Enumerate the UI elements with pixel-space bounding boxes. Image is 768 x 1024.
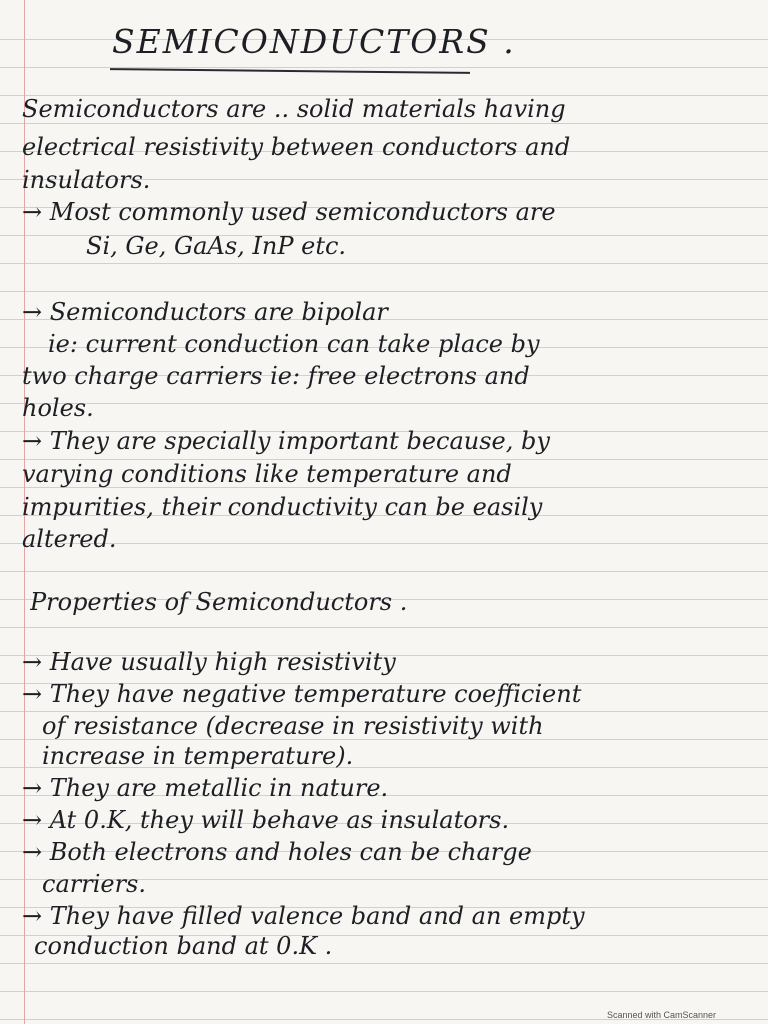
text-line: conduction band at 0.K . bbox=[34, 932, 333, 960]
text-line: ie: current conduction can take place by bbox=[48, 330, 540, 358]
text-line: → Both electrons and holes can be charge bbox=[22, 838, 532, 866]
text-line: holes. bbox=[22, 394, 94, 422]
text-line: → They have negative temperature coefficient bbox=[22, 680, 582, 708]
page-title: SEMICONDUCTORS . bbox=[112, 22, 516, 61]
text-line: → They have filled valence band and an empty bbox=[22, 902, 585, 930]
text-line: → They are specially important because, by bbox=[22, 427, 550, 455]
text-line: → They are metallic in nature. bbox=[22, 774, 389, 802]
text-line: two charge carriers ie: free electrons and bbox=[22, 362, 530, 390]
text-line: altered. bbox=[22, 525, 117, 553]
text-line: varying conditions like temperature and bbox=[22, 460, 512, 488]
text-line: Semiconductors are .. solid materials having bbox=[22, 95, 566, 123]
text-line: insulators. bbox=[22, 166, 151, 194]
text-line: of resistance (decrease in resistivity with bbox=[42, 712, 544, 740]
text-line: → At 0.K, they will behave as insulators. bbox=[22, 806, 510, 834]
text-line: impurities, their conductivity can be easily bbox=[22, 493, 543, 521]
text-line: → Have usually high resistivity bbox=[22, 648, 396, 676]
scanner-watermark: Scanned with CamScanner bbox=[606, 1010, 716, 1020]
text-line: carriers. bbox=[42, 870, 146, 898]
text-line: Si, Ge, GaAs, InP etc. bbox=[86, 232, 347, 260]
title-underline bbox=[110, 68, 470, 74]
text-line: → Semiconductors are bipolar bbox=[22, 298, 388, 326]
text-line: electrical resistivity between conductors and bbox=[22, 133, 571, 161]
text-line: → Most commonly used semiconductors are bbox=[22, 198, 556, 226]
section-heading: Properties of Semiconductors . bbox=[30, 588, 408, 616]
text-line: increase in temperature). bbox=[42, 742, 354, 770]
